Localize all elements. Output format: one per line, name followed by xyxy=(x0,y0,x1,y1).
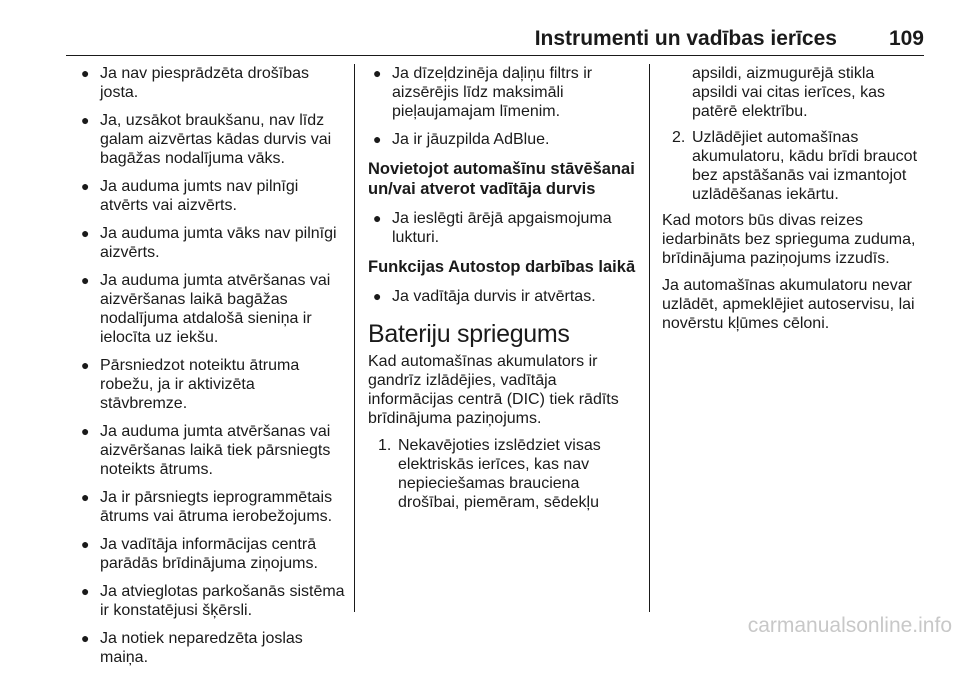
numbered-steps-continued xyxy=(662,128,924,204)
column-1 xyxy=(76,64,346,676)
paragraph-warning-clears: Kad motors būs divas reizes iedarbināts bez sprieguma zuduma, brīdinājuma paziņojums izzudīs. xyxy=(662,212,916,267)
bullet-icon: ● xyxy=(81,65,90,81)
step-text: Nekavējoties izslēdziet visas elektriskās ierīces, kas nav nepieciešamas brauciena drošībai, piemēram, sēdekļu xyxy=(398,437,601,511)
list-item: ● Pārsniedzot noteiktu ātruma robežu, ja ir aktivizēta stāvbremze. xyxy=(81,357,300,412)
page-number: 109 xyxy=(888,27,924,50)
step-text: Uzlādējiet automašīnas akumulatoru, kādu brīdi braucot bez apstāšanās vai izmantojot uzlādēšanas iekārtu. xyxy=(692,129,918,203)
list-item: ● Ja dīzeļdzinēja daļiņu filtrs ir aizsērējis līdz maksimāli pieļaujamajam līmenim. xyxy=(373,65,593,120)
step-1 xyxy=(368,436,643,512)
bullet-icon: ● xyxy=(373,65,382,81)
bullet-icon: ● xyxy=(81,357,90,373)
list-item: ● Ja ir pārsniegts ieprogrammētais ātrums vai ātruma ierobežojums. xyxy=(81,489,333,525)
step-1-continued: apsildi, aizmugurējā stikla apsildi vai citas ierīces, kas patērē elektrību. xyxy=(692,65,885,120)
bullet-icon: ● xyxy=(81,536,90,552)
section-intro-paragraph: Kad automašīnas akumulators ir gandrīz izlādējies, vadītāja informācijas centrā (DIC) tiek rādīts brīdinājuma paziņojums. xyxy=(368,353,619,427)
list-item: ● Ja vadītāja durvis ir atvērtas. xyxy=(373,288,596,305)
list-item: ● Ja auduma jumts nav pilnīgi atvērts vai aizvērts. xyxy=(81,178,299,214)
step-number: 1. xyxy=(378,437,392,454)
header-divider xyxy=(66,55,924,56)
bullet-icon: ● xyxy=(81,178,90,194)
bullet-icon: ● xyxy=(81,225,90,241)
list-item: ● Ja vadītāja informācijas centrā parādās brīdinājuma ziņojums. xyxy=(81,536,318,572)
bullet-icon: ● xyxy=(81,489,90,505)
step-number: 2. xyxy=(672,129,686,146)
bullet-list-autostop xyxy=(368,287,643,306)
bullet-icon: ● xyxy=(81,112,90,128)
watermark-logo: carmanualsonline.info xyxy=(747,614,952,637)
bullet-icon: ● xyxy=(373,131,382,147)
list-item: ● Ja ieslēgti ārējā apgaismojuma lukturi. xyxy=(373,210,612,246)
list-item: ● Ja atvieglotas parkošanās sistēma ir konstatējusi šķērsli. xyxy=(81,583,345,619)
list-item: ● Ja auduma jumta atvēršanas vai aizvēršanas laikā tiek pārsniegts noteikts ātrums. xyxy=(81,423,331,478)
bullet-list-parking xyxy=(368,209,643,247)
column-divider-2 xyxy=(649,64,650,612)
bullet-list-warnings xyxy=(76,64,346,667)
column-divider-1 xyxy=(354,64,355,612)
list-item: ● Ja ir jāuzpilda AdBlue. xyxy=(373,131,550,148)
bullet-icon: ● xyxy=(373,210,382,226)
bullet-icon: ● xyxy=(81,423,90,439)
column-3 xyxy=(662,64,924,341)
list-item: ● Ja auduma jumta atvēršanas vai aizvēršanas laikā bagāžas nodalījuma atdalošā sieniņa ir ielocīta uz iekšu. xyxy=(81,272,331,346)
subheading-autostop: Funkcijas Autostop darbības laikā xyxy=(368,258,636,276)
paragraph-visit-service: Ja automašīnas akumulatoru nevar uzlādēt, apmeklējiet autoservisu, lai novērstu kļūmes cēloni. xyxy=(662,277,915,332)
page-header xyxy=(0,27,924,57)
list-item: ● Ja, uzsākot braukšanu, nav līdz galam aizvērtas kādas durvis vai bagāžas nodalījuma vāks. xyxy=(81,112,332,167)
section-heading-battery-voltage: Bateriju spriegums xyxy=(368,320,570,348)
bullet-icon: ● xyxy=(81,583,90,599)
list-item: ● Ja notiek neparedzēta joslas maiņa. xyxy=(81,630,303,666)
subheading-parking: Novietojot automašīnu stāvēšanai un/vai atverot vadītāja durvis xyxy=(368,160,635,198)
bullet-icon: ● xyxy=(81,272,90,288)
list-item: ● Ja auduma jumta vāks nav pilnīgi aizvērts. xyxy=(81,225,337,261)
numbered-steps xyxy=(368,436,643,512)
step-2 xyxy=(662,128,924,204)
list-item: ● Ja nav piesprādzēta drošības josta. xyxy=(81,65,310,101)
bullet-icon: ● xyxy=(373,288,382,304)
page-title: Instrumenti un vadības ierīces xyxy=(534,27,837,50)
column-2 xyxy=(368,64,643,519)
bullet-list-continued xyxy=(368,64,643,149)
bullet-icon: ● xyxy=(81,630,90,646)
